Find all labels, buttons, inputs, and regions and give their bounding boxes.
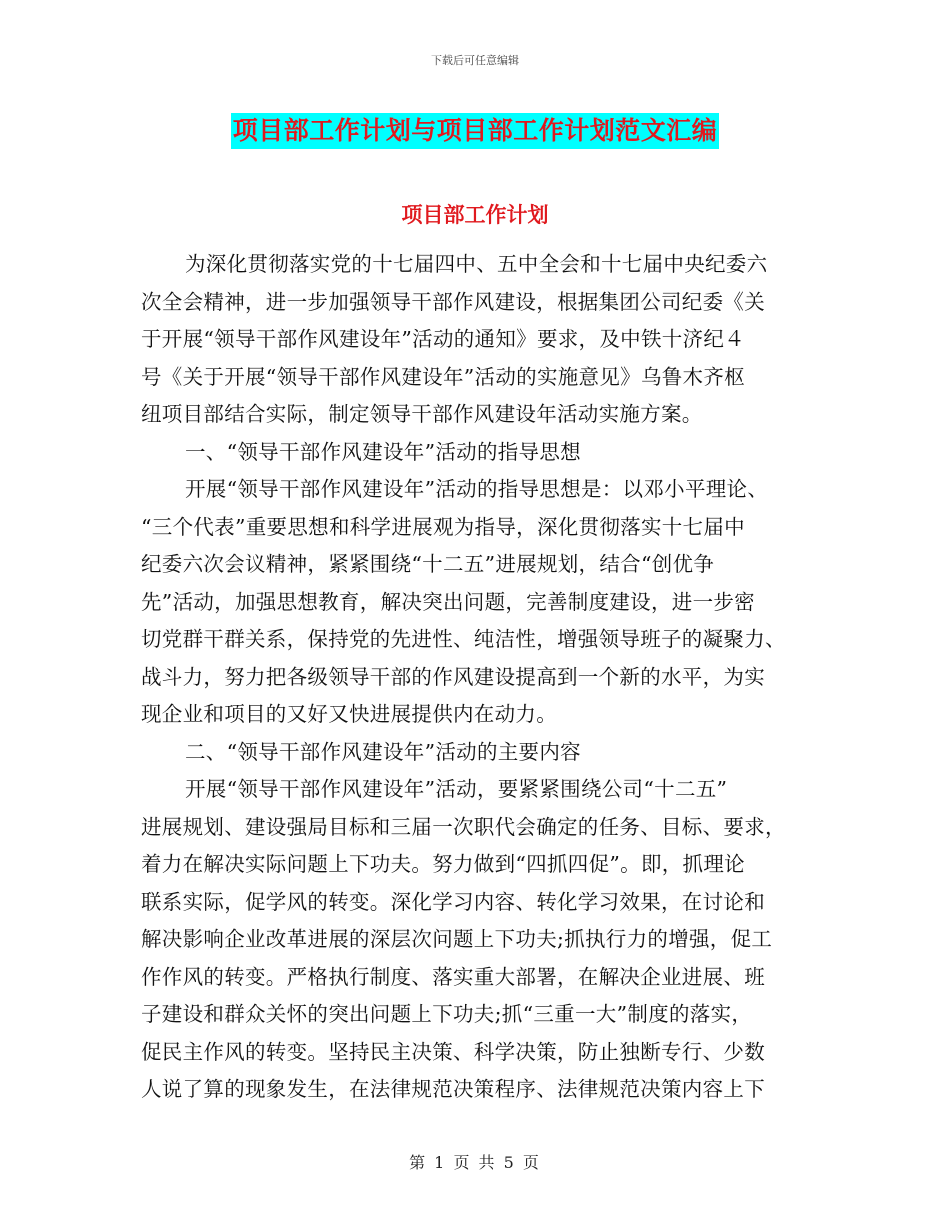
text-line: 着力在解决实际问题上下功夫。努力做到“四抓四促”。即，抓理论	[141, 852, 745, 876]
body-text	[141, 246, 807, 1109]
text-line: 联系实际，促学风的转变。深化学习内容、转化学习效果，在讨论和	[141, 889, 765, 914]
text-line: 现企业和项目的又好又快进展提供内在动力。	[141, 702, 557, 726]
header-note: 下载后可任意编辑	[431, 54, 519, 67]
text-line: 切党群干群关系，保持党的先进性、纯洁性，增强领导班子的凝聚力、	[141, 627, 786, 651]
text-line: 次全会精神，进一步加强领导干部作风建设，根据集团公司纪委《关	[141, 289, 765, 314]
text-line: 为深化贯彻落实党的十七届四中、五中全会和十七届中央纪委六	[185, 252, 768, 276]
section-title: 项目部工作计划	[401, 203, 549, 227]
text-line: 促民主作风的转变。坚持民主决策、科学决策，防止独断专行、少数	[141, 1039, 765, 1064]
text-line: 解决影响企业改革进展的深层次问题上下功夫;抓执行力的增强，促工	[141, 927, 773, 951]
main-title-container	[0, 113, 950, 149]
text-line: 于开展“领导干部作风建设年”活动的通知》要求，及中铁十济纪４	[141, 327, 745, 351]
text-line: “三个代表”重要思想和科学进展观为指导，深化贯彻落实十七届中	[141, 514, 745, 539]
text-line: 纪委六次会议精神，紧紧围绕“十二五”进展规划，结合“创优争	[141, 552, 715, 576]
text-line: 纽项目部结合实际，制定领导干部作风建设年活动实施方案。	[141, 402, 703, 426]
text-line: 子建设和群众关怀的突出问题上下功夫;抓“三重一大”制度的落实，	[141, 1002, 753, 1026]
text-line: 二、“领导干部作风建设年”活动的主要内容	[185, 739, 581, 764]
text-line: 开展“领导干部作风建设年”活动，要紧紧围绕公司“十二五”	[185, 777, 728, 801]
text-line: 号《关于开展“领导干部作风建设年”活动的实施意见》乌鲁木齐枢	[141, 364, 745, 389]
text-line: 先”活动，加强思想教育，解决突出问题，完善制度建设，进一步密	[141, 589, 755, 614]
text-line: 一、“领导干部作风建设年”活动的指导思想	[185, 439, 581, 464]
main-title: 项目部工作计划与项目部工作计划范文汇编	[231, 113, 720, 149]
text-line: 战斗力，努力把各级领导干部的作风建设提高到一个新的水平，为实	[141, 664, 765, 689]
text-line: 人说了算的现象发生，在法律规范决策程序、法律规范决策内容上下	[141, 1077, 765, 1101]
text-line: 作作风的转变。严格执行制度、落实重大部署，在解决企业进展、班	[141, 964, 765, 989]
page-number-footer: 第 1 页 共 5 页	[409, 1153, 541, 1172]
text-line: 进展规划、建设强局目标和三届一次职代会确定的任务、目标、要求，	[141, 814, 786, 839]
text-line: 开展“领导干部作风建设年”活动的指导思想是：以邓小平理论、	[185, 477, 769, 501]
